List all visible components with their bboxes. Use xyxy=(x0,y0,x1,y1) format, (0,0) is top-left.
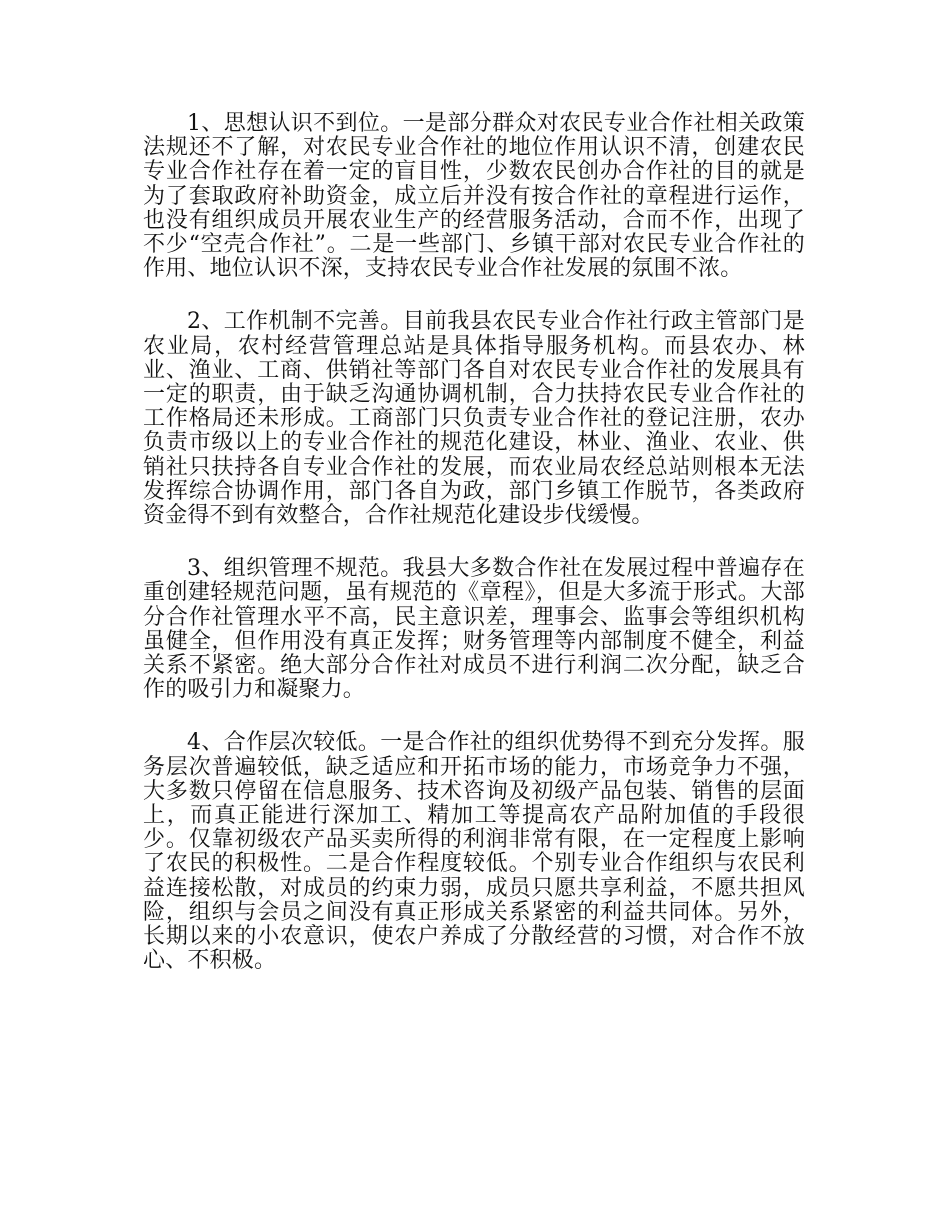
paragraph-4: 4、合作层次较低。一是合作社的组织优势得不到充分发挥。服务层次普遍较低，缺乏适应和开拓市场的能力，市场竞争力不强，大多数只停留在信息服务、技术咨询及初级产品包装、销售的层面上，而真正能进行深加工、精加工等提高农产品附加值的手段很少。仅靠初级农产品买卖所得的利润非常有限，在一定程度上影响了农民的积极性。二是合作程度较低。个别专业合作组织与农民利益连接松散，对成员的约束力弱，成员只愿共享利益，不愿共担风险，组织与会员之间没有真正形成关系紧密的利益共同体。另外，长期以来的小农意识，使农户养成了分散经营的习惯，对合作不放心、不积极。 xyxy=(143,730,805,974)
document-page xyxy=(143,112,805,1003)
paragraph-3: 3、组织管理不规范。我县大多数合作社在发展过程中普遍存在重创建轻规范问题，虽有规范的《章程》，但是大多流于形式。大部分合作社管理水平不高，民主意识差，理事会、监事会等组织机构虽健全，但作用没有真正发挥；财务管理等内部制度不健全，利益关系不紧密。绝大部分合作社对成员不进行利润二次分配，缺乏合作的吸引力和凝聚力。 xyxy=(143,556,805,703)
paragraph-2: 2、工作机制不完善。目前我县农民专业合作社行政主管部门是农业局，农村经营管理总站是具体指导服务机构。而县农办、林业、渔业、工商、供销社等部门各自对农民专业合作社的发展具有一定的职责，由于缺乏沟通协调机制，合力扶持农民专业合作社的工作格局还未形成。工商部门只负责专业合作社的登记注册，农办负责市级以上的专业合作社的规范化建设，林业、渔业、农业、供销社只扶持各自专业合作社的发展，而农业局农经总站则根本无法发挥综合协调作用，部门各自为政，部门乡镇工作脱节，各类政府资金得不到有效整合，合作社规范化建设步伐缓慢。 xyxy=(143,309,805,529)
paragraph-1: 1、思想认识不到位。一是部分群众对农民专业合作社相关政策法规还不了解，对农民专业合作社的地位作用认识不清，创建农民专业合作社存在着一定的盲目性，少数农民创办合作社的目的就是为了套取政府补助资金，成立后并没有按合作社的章程进行运作，也没有组织成员开展农业生产的经营服务活动，合而不作，出现了不少“空壳合作社”。二是一些部门、乡镇干部对农民专业合作社的作用、地位认识不深，支持农民专业合作社发展的氛围不浓。 xyxy=(143,111,805,282)
